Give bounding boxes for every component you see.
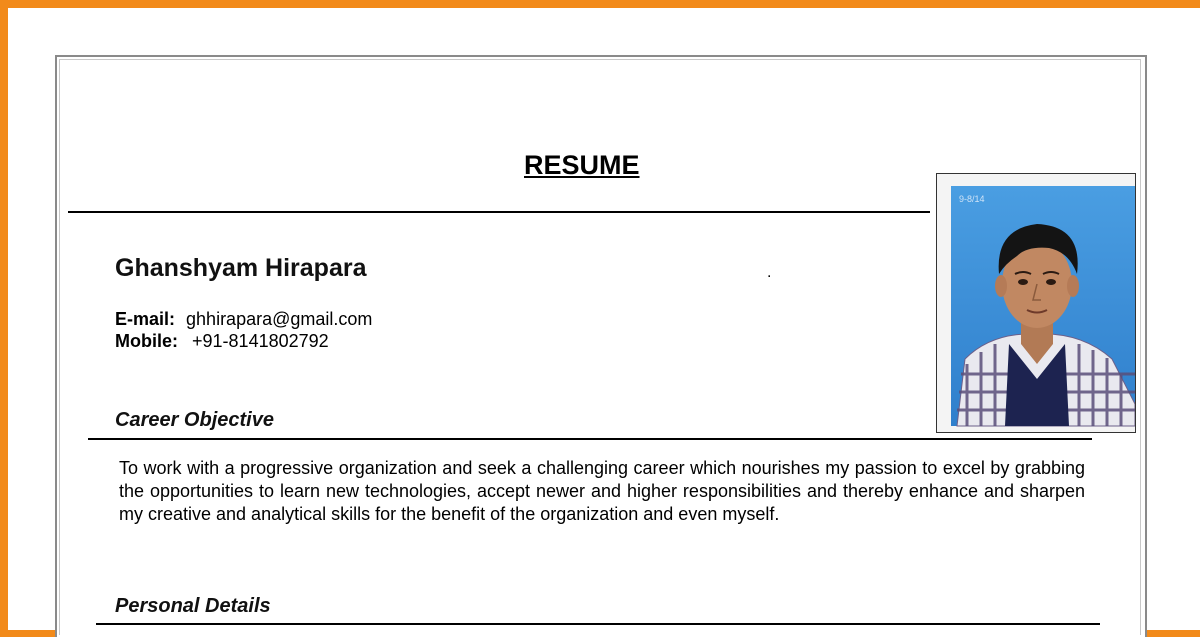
career-objective-text: To work with a progressive organization and seek a challenging career which nourishes my passion to excel by grabbing the opportunities to learn new technologies, accept newer and higher responsibilities and thereby enhance and sharpen my creative and analytical skills for the benefit of the organization and even myself. bbox=[119, 458, 1085, 524]
email-value: ghhirapara@gmail.com bbox=[186, 309, 373, 329]
candidate-name: Ghanshyam Hirapara bbox=[115, 254, 367, 282]
personal-divider bbox=[96, 623, 1100, 625]
mobile-value: +91-8141802792 bbox=[192, 331, 329, 351]
photo-stamp: 9-8/14 bbox=[959, 194, 985, 204]
title-divider bbox=[68, 211, 930, 213]
personal-details-heading: Personal Details bbox=[115, 595, 271, 617]
resume-title: RESUME bbox=[524, 150, 640, 180]
profile-photo-image bbox=[937, 174, 1135, 432]
email-label: E-mail: bbox=[115, 309, 176, 329]
profile-photo bbox=[936, 173, 1136, 433]
mobile-line bbox=[115, 331, 329, 352]
career-objective-heading: Career Objective bbox=[115, 409, 274, 431]
email-line bbox=[115, 309, 372, 330]
mobile-label: Mobile: bbox=[115, 331, 178, 351]
career-divider bbox=[88, 438, 1092, 440]
stray-dot: . bbox=[767, 264, 772, 281]
